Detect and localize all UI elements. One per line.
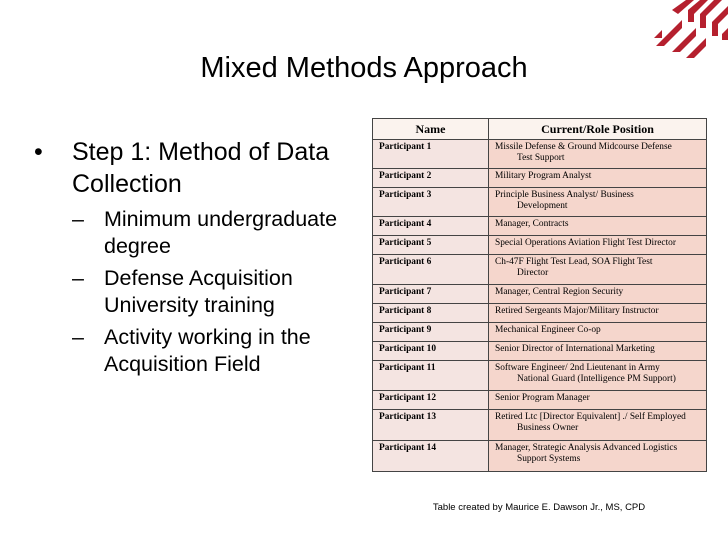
participant-name-cell: Participant 1 xyxy=(373,140,489,169)
table-row xyxy=(373,255,707,285)
participant-name-cell: Participant 3 xyxy=(373,188,489,217)
table-row xyxy=(373,188,707,217)
table-row xyxy=(373,410,707,441)
subbullet-item xyxy=(72,324,354,378)
participant-name-cell: Participant 8 xyxy=(373,304,489,323)
role-position-cell xyxy=(489,217,707,236)
participant-name-cell: Participant 4 xyxy=(373,217,489,236)
column-header-role: Current/Role Position xyxy=(489,119,707,140)
subbullet-dash: – xyxy=(72,207,84,231)
role-text-continued: Support Systems xyxy=(517,454,581,464)
participant-name-cell: Participant 9 xyxy=(373,323,489,342)
subbullet-dash: – xyxy=(72,266,84,290)
subbullet-dash: – xyxy=(72,325,84,349)
subbullet-text: Defense Acquisition University training xyxy=(104,266,293,317)
role-text: Principle Business Analyst/ Business xyxy=(495,190,634,200)
table-header-row xyxy=(373,119,707,140)
table-row xyxy=(373,304,707,323)
role-text: Manager, Central Region Security xyxy=(495,287,624,297)
role-text: Retired Ltc [Director Equivalent] ./ Self Employed xyxy=(495,412,686,422)
role-text-continued: National Guard (Intelligence PM Support) xyxy=(517,374,676,384)
role-position-cell xyxy=(489,391,707,410)
role-position-cell xyxy=(489,361,707,391)
bullet-dot: • xyxy=(34,138,43,166)
table-row xyxy=(373,342,707,361)
role-text: Retired Sergeants Major/Military Instructor xyxy=(495,306,659,316)
role-position-cell xyxy=(489,441,707,472)
table-row xyxy=(373,441,707,472)
participants-table xyxy=(372,118,707,472)
subbullet-item xyxy=(72,265,354,319)
role-text: Missile Defense & Ground Midcourse Defense xyxy=(495,142,672,152)
table-row xyxy=(373,140,707,169)
role-position-cell xyxy=(489,323,707,342)
slide-title: Mixed Methods Approach xyxy=(200,52,528,84)
participant-name-cell: Participant 7 xyxy=(373,285,489,304)
role-position-cell xyxy=(489,342,707,361)
role-text: Manager, Contracts xyxy=(495,219,569,229)
role-text: Special Operations Aviation Flight Test Director xyxy=(495,238,676,248)
role-text: Software Engineer/ 2nd Lieutenant in Army xyxy=(495,363,660,373)
participant-name-cell: Participant 14 xyxy=(373,441,489,472)
table-caption: Table created by Maurice E. Dawson Jr., MS, CPD xyxy=(432,502,646,513)
participant-name-cell: Participant 10 xyxy=(373,342,489,361)
role-position-cell xyxy=(489,410,707,441)
table-row xyxy=(373,285,707,304)
participant-name-cell: Participant 6 xyxy=(373,255,489,285)
table-row xyxy=(373,361,707,391)
subbullet-list xyxy=(34,206,354,378)
role-text-continued: Director xyxy=(517,268,549,278)
role-position-cell xyxy=(489,255,707,285)
role-text: Ch-47F Flight Test Lead, SOA Flight Test xyxy=(495,257,653,267)
bullet-list xyxy=(34,136,354,383)
participant-name-cell: Participant 11 xyxy=(373,361,489,391)
subbullet-text: Minimum undergraduate degree xyxy=(104,207,338,258)
role-text: Senior Program Manager xyxy=(495,393,590,403)
subbullet-item xyxy=(72,206,354,260)
participant-name-cell: Participant 13 xyxy=(373,410,489,441)
role-text-continued: Development xyxy=(517,201,568,211)
table-row xyxy=(373,169,707,188)
participant-name-cell: Participant 12 xyxy=(373,391,489,410)
bullet-text: Step 1: Method of Data Collection xyxy=(72,138,330,198)
role-position-cell xyxy=(489,236,707,255)
subbullet-text: Activity working in the Acquisition Field xyxy=(104,325,311,376)
role-position-cell xyxy=(489,188,707,217)
participant-name-cell: Participant 5 xyxy=(373,236,489,255)
role-position-cell xyxy=(489,304,707,323)
table-body xyxy=(373,140,707,472)
table-row xyxy=(373,391,707,410)
role-text: Manager, Strategic Analysis Advanced Logistics xyxy=(495,443,678,453)
role-position-cell xyxy=(489,169,707,188)
role-text-continued: Test Support xyxy=(517,153,565,163)
participant-name-cell: Participant 2 xyxy=(373,169,489,188)
role-position-cell xyxy=(489,140,707,169)
table-row xyxy=(373,217,707,236)
role-text: Military Program Analyst xyxy=(495,171,592,181)
role-text: Senior Director of International Marketing xyxy=(495,344,655,354)
role-text-continued: Business Owner xyxy=(517,423,579,433)
table-row xyxy=(373,323,707,342)
table-row xyxy=(373,236,707,255)
column-header-name: Name xyxy=(373,119,489,140)
bullet-item xyxy=(34,136,354,200)
role-position-cell xyxy=(489,285,707,304)
role-text: Mechanical Engineer Co-op xyxy=(495,325,601,335)
